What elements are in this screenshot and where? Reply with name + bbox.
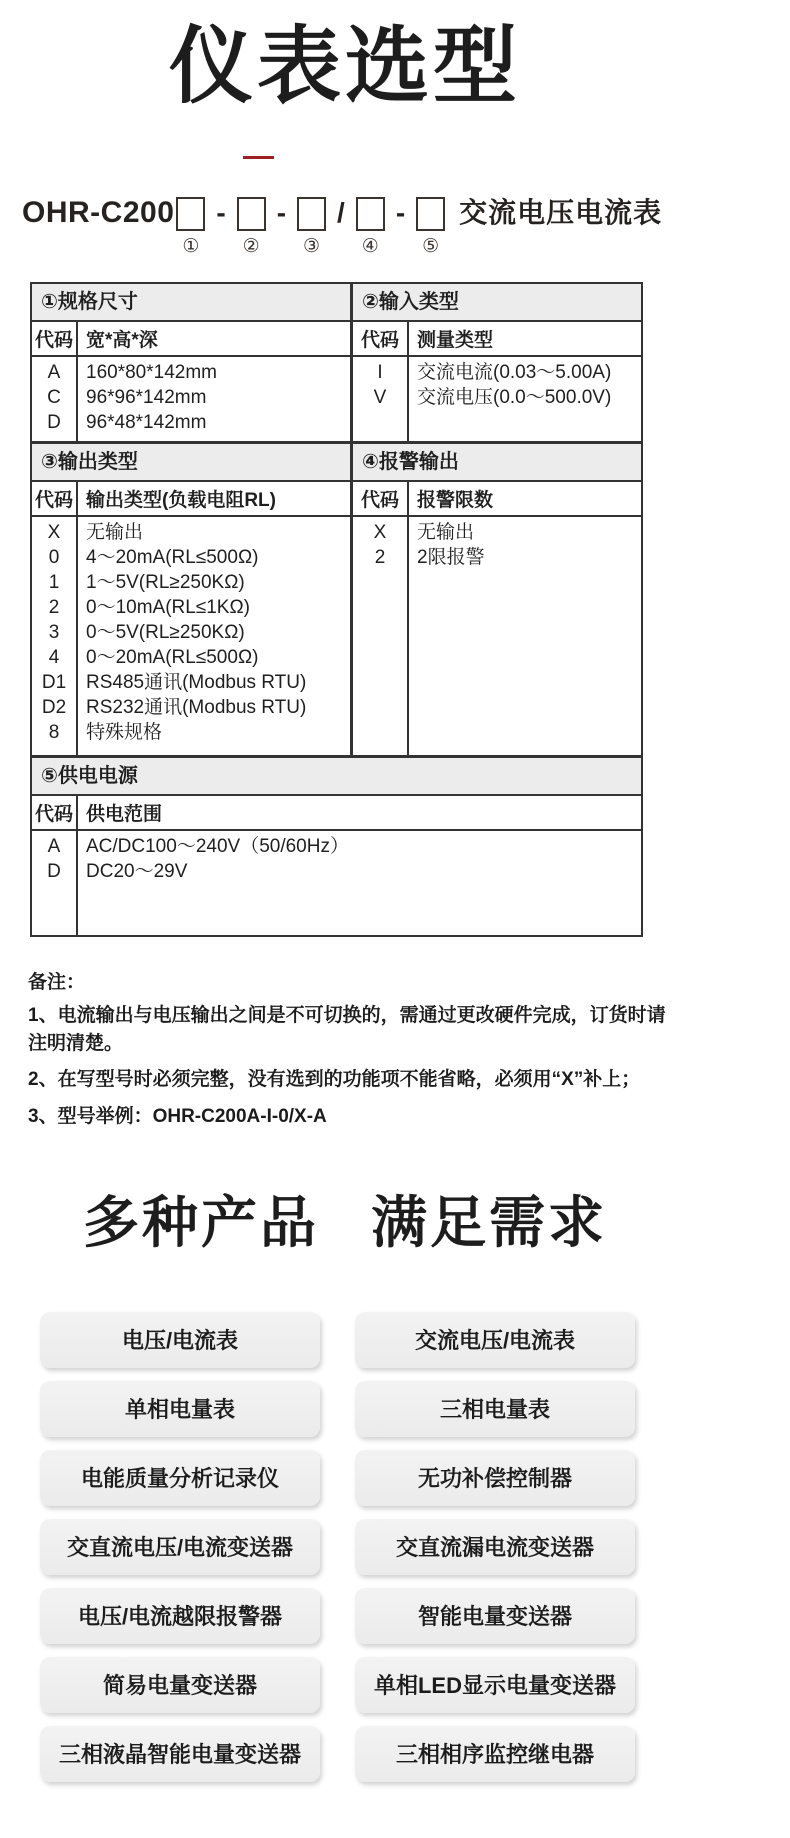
col-header-desc: 输出类型(负载电阻RL) [86, 490, 276, 512]
section-rows [32, 357, 350, 441]
note-item-3: 3、型号举例：OHR-C200A-I-0/X-A [28, 1105, 327, 1127]
product-button-right-5[interactable]: 智能电量变送器 [355, 1588, 635, 1644]
code-cell: 2 [374, 547, 386, 569]
section-subheader [32, 796, 641, 831]
desc-cell: AC/DC100～240V（50/60Hz） [86, 836, 349, 858]
product-button-left-3[interactable]: 电能质量分析记录仪 [40, 1450, 320, 1506]
col-header-code: 代码 [353, 482, 409, 515]
separator-3: / [337, 197, 345, 229]
model-suffix: 交流电压电流表 [459, 197, 663, 229]
desc-cell: 0～20mA(RL≤500Ω) [86, 647, 259, 669]
products-heading-right: 满足需求 [371, 1191, 607, 1255]
product-button-left-2[interactable]: 单相电量表 [40, 1381, 320, 1437]
products-heading [15, 1192, 675, 1254]
code-cell: D [47, 861, 61, 883]
model-code-row [22, 195, 675, 256]
desc-cell: 96*48*142mm [86, 412, 207, 434]
section-title: ②输入类型 [353, 284, 641, 322]
note-item-2: 2、在写型号时必须完整，没有选到的功能项不能省略，必须用“X”补上； [28, 1069, 641, 1091]
position-label-2: ② [242, 236, 260, 258]
code-cell: 2 [48, 597, 60, 619]
table-band-2 [32, 444, 641, 758]
model-slot-1 [176, 195, 205, 256]
col-header-code: 代码 [353, 322, 409, 355]
separator-4: - [395, 197, 406, 229]
note-item-1: 1、电流输出与电压输出之间是不可切换的，需通过更改硬件完成，订货时请注明清楚。 [28, 1005, 666, 1054]
model-slot-5 [416, 195, 445, 256]
code-cell: I [377, 362, 383, 384]
product-button-left-4[interactable]: 交直流电压/电流变送器 [40, 1519, 320, 1575]
desc-cell: 1～5V(RL≥250KΩ) [86, 572, 245, 594]
code-cell: 3 [48, 622, 60, 644]
desc-cell: 0～10mA(RL≤1KΩ) [86, 597, 251, 619]
section-power-supply [32, 758, 641, 935]
model-box-2 [237, 197, 266, 231]
col-header-code: 代码 [32, 796, 78, 829]
section-rows [353, 517, 641, 755]
model-slot-2 [237, 195, 266, 256]
code-cell: D [47, 412, 61, 434]
model-slot-3 [297, 195, 326, 256]
desc-cell: 特殊规格 [86, 722, 163, 744]
desc-cell: 96*96*142mm [86, 387, 207, 409]
code-cell: A [47, 362, 61, 384]
page-content [15, 0, 675, 1782]
product-button-right-2[interactable]: 三相电量表 [355, 1381, 635, 1437]
position-label-5: ⑤ [422, 236, 440, 258]
product-button-left-6[interactable]: 简易电量变送器 [40, 1657, 320, 1713]
product-button-right-7[interactable]: 三相相序监控继电器 [355, 1726, 635, 1782]
notes-block [28, 967, 675, 1130]
code-cell: D2 [41, 697, 67, 719]
col-header-desc: 宽*高*深 [86, 330, 158, 352]
red-divider [243, 156, 274, 159]
product-button-left-7[interactable]: 三相液晶智能电量变送器 [40, 1726, 320, 1782]
section-spec-size [32, 284, 353, 441]
col-header-desc: 测量类型 [417, 330, 494, 352]
desc-cell: DC20～29V [86, 861, 188, 883]
col-header-desc: 报警限数 [417, 490, 494, 512]
section-rows [32, 831, 641, 935]
code-cell: 8 [48, 722, 60, 744]
section-rows [32, 517, 350, 755]
product-button-left-5[interactable]: 电压/电流越限报警器 [40, 1588, 320, 1644]
code-cell: C [47, 387, 61, 409]
notes-label: 备注： [28, 972, 86, 994]
section-subheader [353, 482, 641, 517]
section-title: ④报警输出 [353, 444, 641, 482]
desc-cell: 无输出 [86, 522, 144, 544]
code-cell: 4 [48, 647, 60, 669]
code-cell: V [373, 387, 387, 409]
section-alarm-output [353, 444, 641, 755]
col-header-desc: 供电范围 [86, 804, 163, 826]
desc-cell: 2限报警 [417, 547, 485, 569]
code-cell: A [47, 836, 61, 858]
product-button-right-3[interactable]: 无功补偿控制器 [355, 1450, 635, 1506]
product-grid [40, 1312, 635, 1782]
model-box-3 [297, 197, 326, 231]
code-cell: X [47, 522, 61, 544]
section-title: ⑤供电电源 [32, 758, 641, 796]
desc-cell: 交流电流(0.03～5.00A) [417, 362, 612, 384]
desc-cell: 4～20mA(RL≤500Ω) [86, 547, 259, 569]
section-subheader [353, 322, 641, 357]
col-header-code: 代码 [32, 322, 78, 355]
model-box-5 [416, 197, 445, 231]
separator-1: - [216, 197, 226, 229]
product-button-left-1[interactable]: 电压/电流表 [40, 1312, 320, 1368]
desc-cell: RS485通讯(Modbus RTU) [86, 672, 307, 694]
model-prefix: OHR-C200 [22, 196, 175, 230]
code-cell: D1 [41, 672, 67, 694]
position-label-4: ④ [361, 236, 379, 258]
model-slot-4 [356, 195, 385, 256]
model-box-1 [176, 197, 205, 231]
products-heading-left: 多种产品 [83, 1191, 319, 1255]
desc-cell: 160*80*142mm [86, 362, 217, 384]
separator-2: - [276, 197, 287, 229]
table-band-3 [32, 758, 641, 935]
position-label-1: ① [182, 236, 200, 258]
section-title: ③输出类型 [32, 444, 350, 482]
product-button-right-6[interactable]: 单相LED显示电量变送器 [355, 1657, 635, 1713]
code-cell: 1 [48, 572, 60, 594]
desc-cell: 交流电压(0.0～500.0V) [417, 387, 612, 409]
section-title: ①规格尺寸 [32, 284, 350, 322]
product-button-right-4[interactable]: 交直流漏电流变送器 [355, 1519, 635, 1575]
page-title: 仪表选型 [168, 19, 521, 113]
desc-cell: 0～5V(RL≥250KΩ) [86, 622, 245, 644]
section-rows [353, 357, 641, 441]
col-header-code: 代码 [32, 482, 78, 515]
position-label-3: ③ [303, 236, 321, 258]
code-cell: X [373, 522, 387, 544]
section-subheader [32, 322, 350, 357]
product-button-right-1[interactable]: 交流电压/电流表 [355, 1312, 635, 1368]
code-cell: 0 [48, 547, 60, 569]
model-box-4 [356, 197, 385, 231]
section-subheader [32, 482, 350, 517]
desc-cell: RS232通讯(Modbus RTU) [86, 697, 307, 719]
selection-table [30, 282, 643, 937]
desc-cell: 无输出 [417, 522, 475, 544]
table-band-1 [32, 284, 641, 444]
section-output-type [32, 444, 353, 755]
section-input-type [353, 284, 641, 441]
